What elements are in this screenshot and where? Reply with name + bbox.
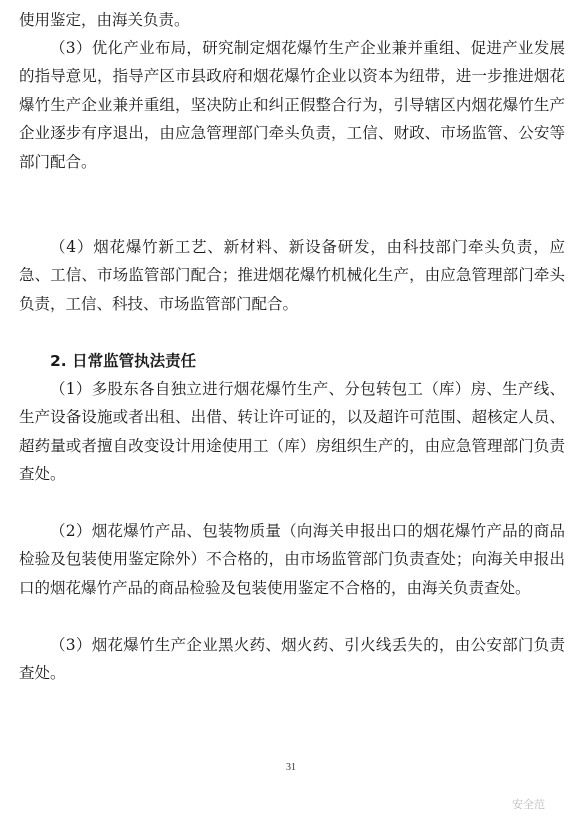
paragraph-continuation: 使用鉴定，由海关负责。 — [19, 11, 190, 29]
paragraph-duty-2: （2）烟花爆竹产品、包装物质量（向海关申报出口的烟花爆竹产品的商品检验及包装使用鉴定除外）不合格的，由市场监管部门负责查处；向海关申报出口的烟花爆竹产品的商品检验及包装使用鉴定不合格的，由海关负责查处。 — [19, 522, 565, 597]
paragraph-item-3: （3）优化产业布局，研究制定烟花爆竹生产企业兼并重组、促进产业发展的指导意见，指导产区市县政府和烟花爆竹企业以资本为纽带，进一步推进烟花爆竹生产企业兼并重组，坚决防止和纠正假整合行为，引导辖区内烟花爆竹生产企业逐步有序退出，由应急管理部门牵头负责，工信、财政、市场监管、公安等部门配合。 — [19, 39, 565, 171]
paragraph-item-4: （4）烟花爆竹新工艺、新材料、新设备研发，由科技部门牵头负责，应急、工信、市场监管部门配合；推进烟花爆竹机械化生产，由应急管理部门牵头负责，工信、科技、市场监管部门配合。 — [19, 238, 565, 313]
paragraph-duty-3: （3）烟花爆竹生产企业黑火药、烟火药、引火线丢失的，由公安部门负责查处。 — [19, 636, 565, 683]
section-heading: 2. 日常监管执法责任 — [50, 352, 197, 370]
paragraph-duty-1: （1）多股东各自独立进行烟花爆竹生产、分包转包工（库）房、生产线、生产设备设施或者出租、出借、转让许可证的，以及超许可范围、超核定人员、超药量或者擅自改变设计用途使用工（库）房组织生产的，由应急管理部门负责查处。 — [19, 380, 565, 484]
page-number: 31 — [286, 762, 296, 773]
watermark: 安全范 — [512, 798, 545, 811]
